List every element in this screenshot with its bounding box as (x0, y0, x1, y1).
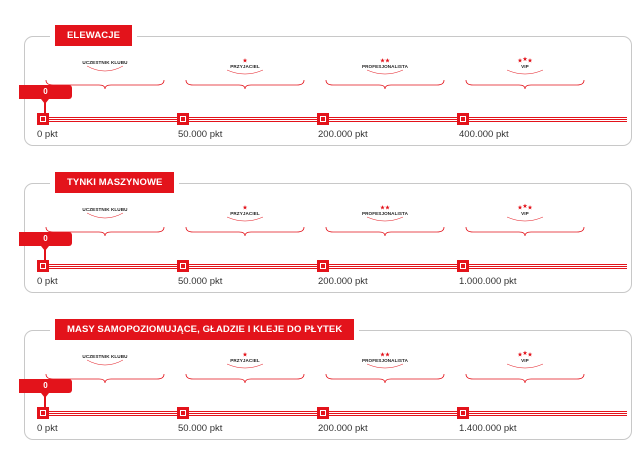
tier-name: PRZYJACIEL (230, 358, 260, 363)
threshold-label: 50.000 pkt (178, 276, 223, 287)
threshold-label: 1.400.000 pkt (459, 423, 517, 434)
tier-professional (325, 56, 445, 90)
threshold-marker (177, 260, 189, 272)
bracket-icon (185, 78, 305, 90)
threshold-label: 1.000.000 pkt (459, 276, 517, 287)
progress-track (39, 117, 627, 122)
threshold-marker (457, 113, 469, 125)
tier-name: PRZYJACIEL (230, 64, 260, 69)
threshold-label: 50.000 pkt (178, 129, 223, 140)
tier-name: VIP (521, 211, 529, 216)
tier-name: UCZESTNIK KLUBU (82, 60, 128, 65)
tier-professional (325, 203, 445, 237)
star-icon (518, 57, 533, 63)
star-icon (243, 58, 248, 62)
level-panel (24, 177, 632, 293)
tier-name: PROFESJONALISTA (361, 211, 409, 216)
bracket-icon (465, 372, 585, 384)
threshold-marker (317, 260, 329, 272)
star-icon (243, 352, 248, 356)
threshold-label: 400.000 pkt (459, 129, 509, 140)
tier-name: VIP (521, 64, 529, 69)
tier-friend (185, 203, 305, 237)
panel-title: TYNKI MASZYNOWE (55, 172, 174, 193)
progress-track (39, 264, 627, 269)
threshold-label: 0 pkt (37, 129, 58, 140)
star-icon (380, 205, 390, 209)
threshold-marker (177, 407, 189, 419)
threshold-marker (317, 407, 329, 419)
panel-title: ELEWACJE (55, 25, 132, 46)
star-icon (380, 58, 390, 62)
threshold-label: 200.000 pkt (318, 129, 368, 140)
bracket-icon (465, 78, 585, 90)
bracket-icon (325, 372, 445, 384)
star-icon (518, 351, 533, 357)
tier-vip (465, 203, 585, 237)
current-points-flag: 0 (19, 232, 72, 246)
current-points-flag: 0 (19, 85, 72, 99)
bracket-icon (325, 225, 445, 237)
level-panel (24, 324, 632, 440)
threshold-marker (37, 113, 49, 125)
threshold-marker (457, 407, 469, 419)
tier-name: UCZESTNIK KLUBU (82, 354, 128, 359)
tier-vip (465, 56, 585, 90)
tier-friend (185, 56, 305, 90)
threshold-label: 200.000 pkt (318, 276, 368, 287)
tier-name: PRZYJACIEL (230, 211, 260, 216)
level-panel (24, 30, 632, 146)
bracket-icon (185, 225, 305, 237)
tier-name: VIP (521, 358, 529, 363)
panel-title: MASY SAMOPOZIOMUJĄCE, GŁADZIE I KLEJE DO PŁYTEK (55, 319, 354, 340)
tier-friend (185, 350, 305, 384)
bracket-icon (185, 372, 305, 384)
threshold-label: 0 pkt (37, 276, 58, 287)
tier-professional (325, 350, 445, 384)
threshold-marker (457, 260, 469, 272)
flag-pointer (44, 99, 46, 113)
bracket-icon (325, 78, 445, 90)
star-icon (243, 205, 248, 209)
threshold-label: 50.000 pkt (178, 423, 223, 434)
tier-name: PROFESJONALISTA (361, 64, 409, 69)
threshold-marker (317, 113, 329, 125)
threshold-label: 0 pkt (37, 423, 58, 434)
bracket-icon (465, 225, 585, 237)
tier-name: UCZESTNIK KLUBU (82, 207, 128, 212)
threshold-label: 200.000 pkt (318, 423, 368, 434)
star-icon (380, 352, 390, 356)
tier-vip (465, 350, 585, 384)
progress-track (39, 411, 627, 416)
tier-name: PROFESJONALISTA (361, 358, 409, 363)
current-points-flag: 0 (19, 379, 72, 393)
threshold-marker (37, 407, 49, 419)
star-icon (518, 204, 533, 210)
flag-pointer (44, 246, 46, 260)
threshold-marker (37, 260, 49, 272)
threshold-marker (177, 113, 189, 125)
flag-pointer (44, 393, 46, 407)
